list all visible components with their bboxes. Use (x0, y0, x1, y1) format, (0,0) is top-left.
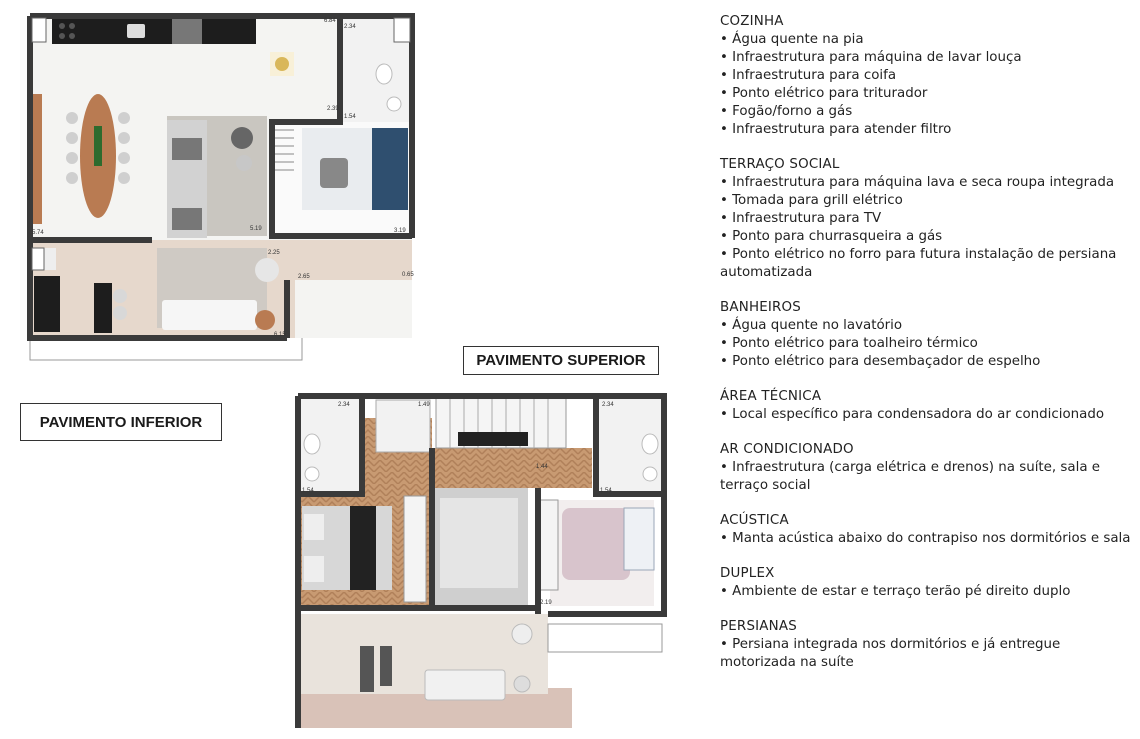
section-title: AR CONDICIONADO (720, 442, 854, 457)
dim-label: 0.65 (402, 272, 414, 278)
lower-floor-plan (22, 8, 422, 366)
dim-label: 1.54 (344, 114, 356, 120)
lower-floor-label: PAVIMENTO INFERIOR (20, 403, 222, 441)
spec-item: • Tomada para grill elétrico (720, 193, 903, 208)
dim-label: 2.34 (338, 402, 350, 408)
section-title: BANHEIROS (720, 300, 801, 315)
spec-item: • Ponto elétrico para triturador (720, 86, 928, 101)
barbecue (34, 276, 60, 332)
spec-item: • Infraestrutura para máquina lava e seca roupa integrada (720, 175, 1115, 190)
spec-item: • Infraestrutura para atender filtro (720, 122, 952, 137)
section-title: ÁREA TÉCNICA (720, 389, 822, 404)
spec-item: • Infraestrutura para TV (720, 211, 882, 226)
spec-item: • Infraestrutura para máquina de lavar louça (720, 50, 1022, 65)
section-title: PERSIANAS (720, 619, 797, 634)
spec-item: • Ponto para churrasqueira a gás (720, 229, 943, 244)
lower-floor-drawing (22, 8, 422, 366)
spec-item: • Infraestrutura para coifa (720, 68, 897, 83)
dim-label: 3.19 (394, 228, 406, 234)
section-area-tecnica (720, 388, 1135, 424)
spec-item: • Ponto elétrico no forro para futura instalação de persiana automatizada (720, 247, 1117, 280)
dim-label: 1.49 (418, 402, 430, 408)
dim-label: 5.19 (250, 226, 262, 232)
terrace-sofa (162, 300, 257, 330)
spec-item: • Persiana integrada nos dormitórios e já entregue motorizada na suíte (720, 637, 1061, 670)
dim-label: 1.54 (302, 488, 314, 494)
dim-label: 2.19 (540, 600, 552, 606)
spec-item: • Fogão/forno a gás (720, 104, 853, 119)
section-banheiros (720, 299, 1135, 371)
specifications-list (720, 13, 1135, 689)
dim-label: 6.15 (274, 332, 286, 338)
section-title: TERRAÇO SOCIAL (720, 157, 840, 172)
upper-floor-label: PAVIMENTO SUPERIOR (463, 346, 659, 375)
upper-floor-drawing (290, 388, 672, 733)
desk-chair (320, 158, 348, 188)
pink-rug (562, 508, 630, 580)
spec-item: • Água quente na pia (720, 32, 864, 47)
dim-label: 2.34 (344, 24, 356, 30)
upper-floor-plan (290, 388, 672, 733)
spec-item: • Ponto elétrico para desembaçador de espelho (720, 354, 1041, 369)
dim-label: 2.34 (602, 402, 614, 408)
spec-item: • Água quente no lavatório (720, 318, 903, 333)
dim-label: 6.84 (324, 18, 336, 24)
section-ar-condicionado (720, 441, 1135, 495)
section-acustica (720, 512, 1135, 548)
dim-label: 2.65 (298, 274, 310, 280)
section-title: ACÚSTICA (720, 513, 789, 528)
dim-label: 1.44 (536, 464, 548, 470)
dim-label: 2.39 (327, 106, 339, 112)
section-persianas (720, 618, 1135, 672)
spec-item: • Ambiente de estar e terraço terão pé direito duplo (720, 584, 1071, 599)
dim-label: 5.74 (32, 230, 44, 236)
section-title: DUPLEX (720, 566, 775, 581)
spec-item: • Local específico para condensadora do ar condicionado (720, 407, 1105, 422)
section-cozinha (720, 13, 1135, 139)
spec-item: • Ponto elétrico para toalheiro térmico (720, 336, 978, 351)
section-terraco-social (720, 156, 1135, 282)
section-title: COZINHA (720, 14, 784, 29)
dim-label: 1.54 (600, 488, 612, 494)
spec-item: • Manta acústica abaixo do contrapiso nos dormitórios e sala (720, 531, 1131, 546)
spec-item: • Infraestrutura (carga elétrica e drenos) na suíte, sala e terraço social (720, 460, 1101, 493)
section-duplex (720, 565, 1135, 601)
dim-label: 2.25 (268, 250, 280, 256)
